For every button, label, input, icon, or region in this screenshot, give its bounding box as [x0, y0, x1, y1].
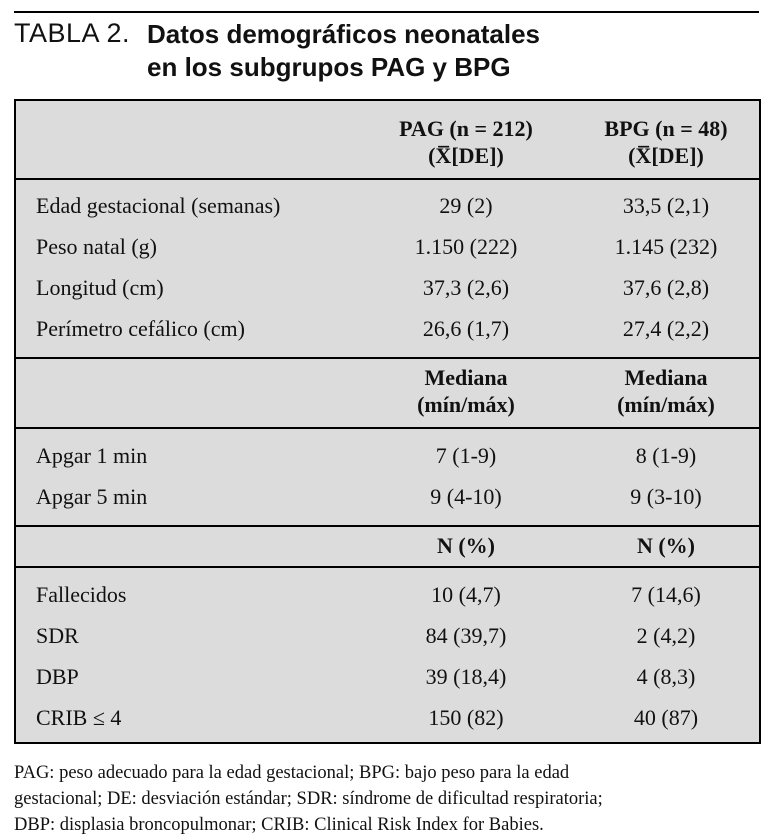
row-value-pag: 29 (2) [439, 193, 493, 218]
header-bpg-count: N (%) [636, 533, 696, 558]
row-value-bpg: 2 (4,2) [636, 623, 696, 648]
header-pag-median: Mediana (mín/máx) [417, 365, 515, 417]
row-value-pag: 150 (82) [428, 705, 504, 730]
row-value-bpg: 27,4 (2,2) [622, 316, 710, 341]
data-table [14, 99, 761, 744]
row-label: Longitud (cm) [36, 275, 164, 300]
row-value-pag: 84 (39,7) [425, 623, 507, 648]
footnote-line: DBP: displasia broncopulmonar; CRIB: Clinical Risk Index for Babies. [14, 815, 544, 835]
row-value-bpg: 37,6 (2,8) [622, 275, 710, 300]
row-value-pag: 37,3 (2,6) [422, 275, 510, 300]
row-label: Apgar 1 min [36, 443, 148, 468]
row-value-pag: 9 (4-10) [430, 484, 502, 509]
row-label: DBP [36, 664, 79, 689]
row-value-pag: 10 (4,7) [431, 582, 501, 607]
footnote-line: gestacional; DE: desviación estándar; SDR: síndrome de dificultad respiratoria; [14, 789, 603, 809]
row-value-bpg: 4 (8,3) [636, 664, 696, 689]
top-rule [14, 11, 759, 13]
row-value-pag: 7 (1-9) [435, 443, 497, 468]
row-label: Edad gestacional (semanas) [36, 193, 281, 218]
row-label: CRIB ≤ 4 [36, 705, 122, 730]
row-value-bpg: 7 (14,6) [631, 582, 701, 607]
table-divider [16, 427, 759, 429]
table-divider [16, 178, 759, 180]
header-bpg-median: Mediana (mín/máx) [617, 365, 715, 417]
table-divider [16, 525, 759, 527]
row-value-bpg: 8 (1-9) [635, 443, 697, 468]
row-value-pag: 39 (18,4) [425, 664, 507, 689]
row-value-bpg: 40 (87) [633, 705, 699, 730]
row-value-bpg: 33,5 (2,1) [622, 193, 710, 218]
table-footnote [14, 760, 759, 838]
row-label: Peso natal (g) [36, 234, 157, 259]
table-divider [16, 566, 759, 568]
table-divider [16, 357, 759, 359]
row-label: SDR [36, 623, 79, 648]
row-value-bpg: 1.145 (232) [614, 234, 718, 259]
footnote-line: PAG: peso adecuado para la edad gestacional; BPG: bajo peso para la edad [14, 763, 570, 783]
row-label: Fallecidos [36, 582, 127, 607]
row-value-bpg: 9 (3-10) [630, 484, 702, 509]
header-bpg-mean: BPG (n = 48) (X̅[DE]) [604, 116, 728, 168]
row-label: Apgar 5 min [36, 484, 148, 509]
table-caption [147, 18, 540, 84]
header-pag-count: N (%) [436, 533, 496, 558]
row-value-pag: 1.150 (222) [414, 234, 518, 259]
header-pag-mean: PAG (n = 212) (X̅[DE]) [399, 116, 533, 168]
caption-line-2: en los subgrupos PAG y BPG [147, 52, 511, 82]
table-number: TABLA 2. [14, 18, 131, 48]
row-value-pag: 26,6 (1,7) [422, 316, 510, 341]
caption-line-1: Datos demográficos neonatales [147, 19, 540, 49]
row-label: Perímetro cefálico (cm) [36, 316, 245, 341]
